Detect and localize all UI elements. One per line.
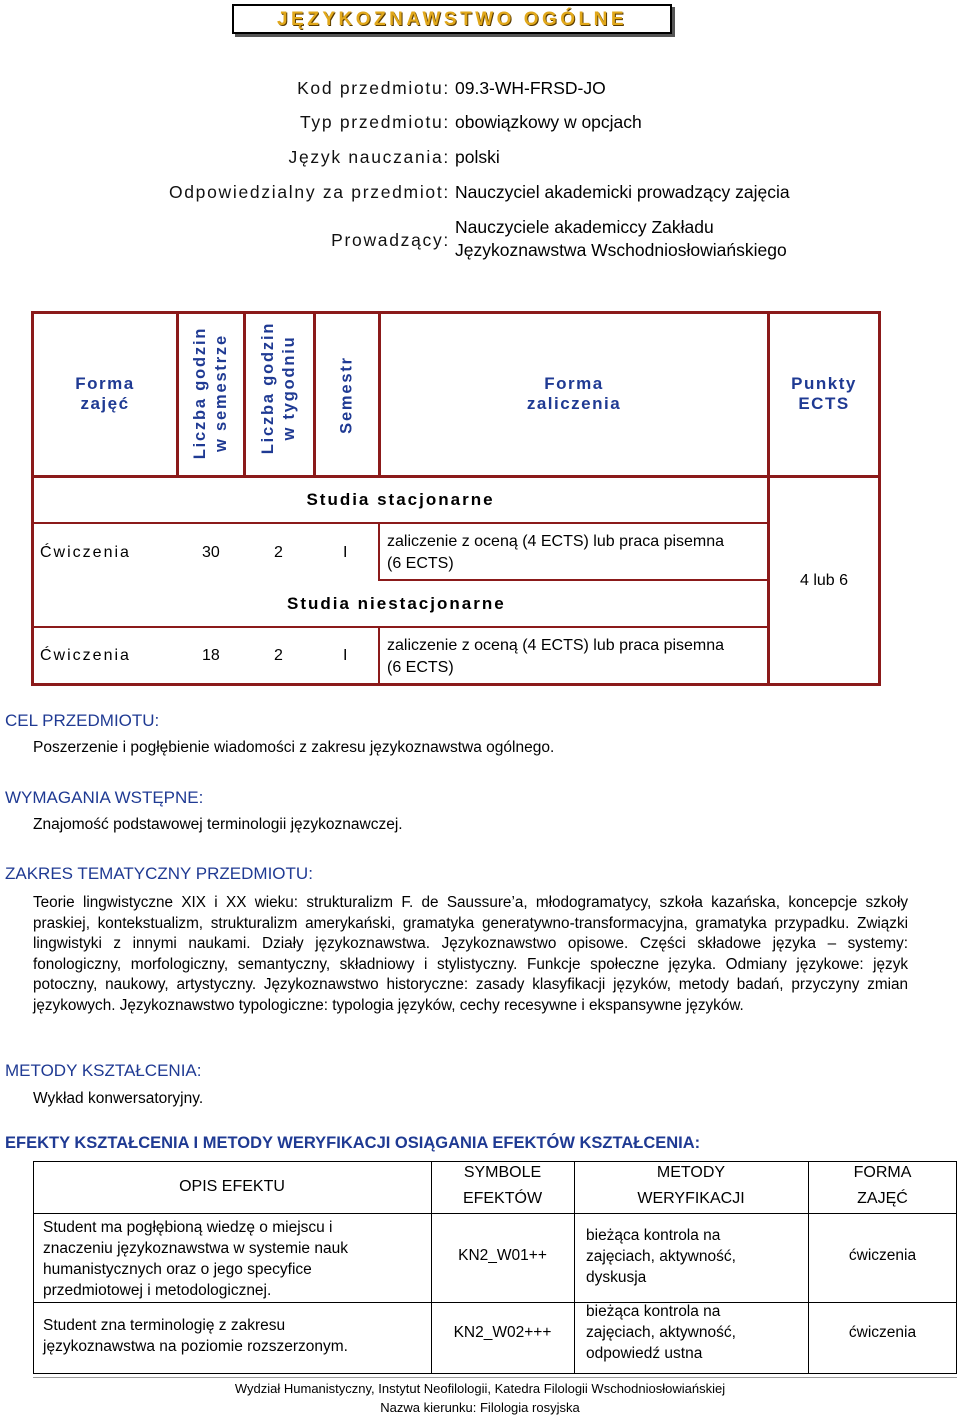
part-time-form: Ćwiczenia [40,647,131,664]
effect-row-1-symbol: KN2_W01++ [458,1247,547,1264]
footer-line-1: Wydział Humanistyczny, Instytut Neofilologii, Katedra Filologii Wschodniosłowiańskiej [234,1381,726,1396]
info-row-type [0,112,960,138]
full-time-form: Ćwiczenia [40,544,131,561]
info-row-language [0,147,960,173]
effect-row-1-form: ćwiczenia [848,1247,917,1264]
part-time-hours: 18 [202,647,220,664]
header-hours-week-line2: w tygodniu [280,335,298,441]
info-row-teacher [0,217,960,267]
effect-row-2-desc-line1: Student zna terminologię z zakresu [43,1317,286,1334]
table-divider [378,626,380,686]
header-form-line2: zajęć [80,394,130,413]
header-form-line1: Forma [75,374,135,393]
type-label: Typ przedmiotu: [300,112,450,132]
info-row-code [0,78,960,104]
col-method [574,1160,808,1212]
header-assessment-line2: zaliczenia [526,394,622,413]
table-divider [378,522,380,579]
effect-row-2-desc-line2: językoznawstwa na poziomie rozszerzonym. [43,1338,348,1355]
header-hours-week-line1: Liczba godzin [259,321,277,455]
scope-text: Teorie lingwistyczne XIX i XX wieku: strukturalizm F. de Saussure’a, młodogramatycy, szkoła kazańska, koncepcje szkoły praskiej, kontekstualizm, strukturalizm amerykański, gramatyka generatywno-transformacyjna, gramatyka przypadku. Związki lingwistyki z innymi naukami. Działy językoznawstwa. Językoznawstwo opisowe. Części składowe języka – systemy: fonologiczny, morfologiczny, semantyczny, składniowy i stylistyczny. Funkcje społeczne języka. Odmiany językowe: język potoczny, naukowy, artystyczny. Językoznawstwo historyczne: zasady klasyfikacji języków, metody badań, przyczyny zmian językowych. Językoznawstwo typologiczne: typologia języków, cechy recesywne i ekspansywne języków. [33,894,908,1014]
col-symbol-line2: EFEKTÓW [462,1190,543,1207]
language-value: polski [455,147,500,167]
footer-divider [33,1377,957,1378]
col-method-line2: WERYFIKACJI [637,1190,745,1207]
effect-row-2-form: ćwiczenia [848,1324,917,1341]
code-label: Kod przedmiotu: [297,78,450,98]
full-time-assessment-line2: (6 ECTS) [387,555,454,572]
effects-table-divider [33,1302,957,1303]
effects-heading: EFEKTY KSZTAŁCENIA I METODY WERYFIKACJI OSIĄGANIA EFEKTÓW KSZTAŁCENIA: [5,1134,701,1152]
effect-row-2-method-line2: zajęciach, aktywność, [586,1324,736,1341]
goal-text: Poszerzenie i pogłębienie wiadomości z zakresu językoznawstwa ogólnego. [33,739,555,756]
header-hours-semester-line2: w semestrze [212,334,230,452]
responsible-value: Nauczyciel akademicki prowadzący zajęcia [455,182,790,202]
header-semester-label: Semestr [337,356,356,434]
col-symbol [431,1160,574,1212]
full-time-hours: 30 [202,544,220,561]
teacher-value-line2: Językoznawstwa Wschodniosłowiańskiego [455,240,787,260]
table-divider [767,311,770,686]
col-symbol-line1: SYMBOLE [463,1164,542,1181]
table-divider [313,311,316,477]
language-label: Język nauczania: [288,147,450,167]
full-time-per-week: 2 [274,544,283,561]
scope-heading: ZAKRES TEMATYCZNY PRZEDMIOTU: [5,864,313,883]
effect-row-1-desc-line1: Student ma pogłębioną wiedzę o miejscu i [43,1219,333,1236]
full-time-assessment-line1: zaliczenie z oceną (4 ECTS) lub praca pisemna [387,533,725,550]
part-time-label-text: Studia niestacjonarne [287,594,506,613]
header-assessment [381,374,767,414]
table-divider [176,311,179,477]
col-method-line1: METODY [656,1164,726,1181]
table-divider [31,626,769,628]
effects-table-divider [33,1213,957,1214]
part-time-per-week: 2 [274,647,283,664]
responsible-label: Odpowiedzialny za przedmiot: [168,182,450,202]
header-ects-line2: ECTS [798,394,850,413]
header-assessment-line1: Forma [544,374,604,393]
type-value: obowiązkowy w opcjach [455,112,642,132]
effect-row-1-desc-line3: humanistycznych oraz o jego specyfice [43,1261,312,1278]
course-title-banner [232,4,672,34]
header-ects [770,374,878,414]
goal-heading: CEL PRZEDMIOTU: [5,711,160,730]
effect-row-1-description [43,1217,348,1301]
effect-row-2-method-line1: bieżąca kontrola na [586,1303,721,1320]
header-ects-line1: Punkty [791,374,857,393]
full-time-label: Studia stacjonarne [306,490,495,509]
effect-row-1-method [586,1225,736,1288]
effect-row-1-method-line1: bieżąca kontrola na [586,1227,721,1244]
course-title: JĘZYKOZNAWSTWO OGÓLNE [276,9,628,30]
header-form [34,374,176,414]
effect-row-2-method-line3: odpowiedź ustna [586,1345,703,1362]
table-divider [378,579,769,581]
info-row-responsible [0,182,960,208]
effect-row-1-desc-line4: przedmiotowej i metodologicznej. [43,1282,272,1299]
table-divider [31,522,769,524]
ects-value: 4 lub 6 [799,572,849,589]
header-semester [337,356,358,434]
effect-row-1-method-line2: zajęciach, aktywność, [586,1248,736,1265]
header-hours-semester-line1: Liczba godzin [191,326,209,460]
col-form-line2: ZAJĘĆ [857,1190,908,1207]
methods-text: Wykład konwersatoryjny. [33,1090,204,1107]
part-time-assessment-line2: (6 ECTS) [387,659,454,676]
requirements-heading: WYMAGANIA WSTĘPNE: [5,788,204,807]
table-divider [243,311,246,477]
header-hours-week [258,322,300,454]
effect-row-2-symbol: KN2_W02+++ [453,1324,552,1341]
header-hours-semester [190,327,232,459]
effect-row-1-method-line3: dyskusja [586,1269,647,1286]
teacher-label: Prowadzący: [331,230,450,250]
col-form-line1: FORMA [853,1164,912,1181]
part-time-semester: I [343,647,348,664]
full-time-semester: I [343,544,348,561]
effect-row-2-method [586,1301,736,1364]
effect-row-2-description [43,1315,348,1357]
teacher-value-line1: Nauczyciele akademiccy Zakładu [455,217,714,237]
effect-row-1-desc-line2: znaczeniu językoznawstwa w systemie nauk [43,1240,348,1257]
table-divider [31,475,881,478]
part-time-assessment-line1: zaliczenie z oceną (4 ECTS) lub praca pisemna [387,637,725,654]
col-form [808,1160,957,1212]
requirements-text: Znajomość podstawowej terminologii językoznawczej. [33,816,403,833]
footer-line-2: Nazwa kierunku: Filologia rosyjska [380,1400,580,1415]
methods-heading: METODY KSZTAŁCENIA: [5,1061,202,1080]
code-value: 09.3-WH-FRSD-JO [455,78,606,98]
col-description: OPIS EFEKTU [179,1178,285,1195]
